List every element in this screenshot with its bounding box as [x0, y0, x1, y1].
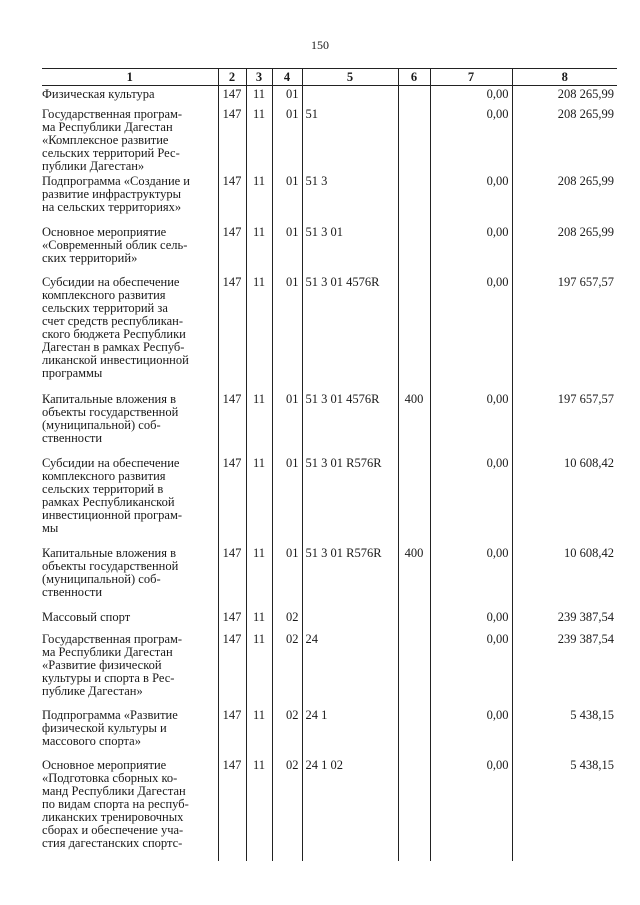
header-col-8: 8 — [512, 69, 617, 86]
table-row — [42, 86, 617, 106]
cell-subsection: 01 — [272, 106, 302, 173]
page-number: 150 — [311, 38, 329, 52]
cell-admin-code: 147 — [218, 455, 246, 545]
budget-table — [42, 68, 617, 861]
cell-target-article: 51 3 01 R576R — [302, 455, 398, 545]
header-col-2: 2 — [218, 69, 246, 86]
table-row — [42, 545, 617, 609]
cell-subsection: 01 — [272, 545, 302, 609]
row-name: Капитальные вложения в объекты государственной (муниципальной) соб- ственности — [42, 545, 179, 599]
cell-expense-type: 400 — [398, 545, 430, 609]
cell-subsection: 01 — [272, 391, 302, 455]
cell-expense-type: 400 — [398, 391, 430, 455]
table-row — [42, 391, 617, 455]
cell-amount-7: 0,00 — [430, 455, 512, 545]
cell-admin-code: 147 — [218, 173, 246, 224]
cell-expense-type — [398, 707, 430, 757]
cell-section: 11 — [246, 106, 272, 173]
cell-target-article: 24 — [302, 631, 398, 707]
cell-amount-8: 239 387,54 — [512, 609, 617, 631]
cell-amount-7: 0,00 — [430, 173, 512, 224]
cell-expense-type — [398, 609, 430, 631]
cell-target-article — [302, 609, 398, 631]
row-name: Капитальные вложения в объекты государственной (муниципальной) соб- ственности — [42, 391, 179, 445]
table-row — [42, 224, 617, 274]
cell-admin-code: 147 — [218, 106, 246, 173]
cell-section: 11 — [246, 86, 272, 106]
cell-amount-8: 208 265,99 — [512, 106, 617, 173]
cell-amount-8: 5 438,15 — [512, 757, 617, 861]
cell-target-article: 51 3 01 R576R — [302, 545, 398, 609]
cell-subsection: 01 — [272, 274, 302, 391]
cell-expense-type — [398, 224, 430, 274]
cell-amount-7: 0,00 — [430, 391, 512, 455]
row-name: Основное мероприятие «Современный облик сель- ских территорий» — [42, 224, 188, 265]
table-row — [42, 609, 617, 631]
cell-expense-type — [398, 631, 430, 707]
cell-amount-7: 0,00 — [430, 757, 512, 861]
cell-subsection: 01 — [272, 455, 302, 545]
cell-target-article: 51 3 — [302, 173, 398, 224]
cell-admin-code: 147 — [218, 274, 246, 391]
cell-amount-8: 197 657,57 — [512, 391, 617, 455]
cell-amount-8: 208 265,99 — [512, 86, 617, 106]
header-col-1: 1 — [42, 69, 218, 86]
header-col-5: 5 — [302, 69, 398, 86]
cell-admin-code: 147 — [218, 224, 246, 274]
cell-subsection: 02 — [272, 707, 302, 757]
header-col-7: 7 — [430, 69, 512, 86]
cell-amount-8: 208 265,99 — [512, 224, 617, 274]
cell-amount-7: 0,00 — [430, 86, 512, 106]
table-header-row — [42, 69, 617, 86]
table-row — [42, 707, 617, 757]
table-row — [42, 106, 617, 173]
cell-target-article: 51 — [302, 106, 398, 173]
cell-section: 11 — [246, 707, 272, 757]
cell-target-article: 51 3 01 4576R — [302, 391, 398, 455]
cell-section: 11 — [246, 455, 272, 545]
cell-expense-type — [398, 757, 430, 861]
cell-target-article: 24 1 — [302, 707, 398, 757]
row-name: Государственная програм- ма Республики Дагестан «Развитие физической культуры и спорта в Рес- публике Дагестан» — [42, 631, 183, 698]
table-row — [42, 455, 617, 545]
header-col-3: 3 — [246, 69, 272, 86]
cell-amount-7: 0,00 — [430, 274, 512, 391]
row-name: Государственная програм- ма Республики Дагестан «Комплексное развитие сельских территорий Рес- публики Дагестан» — [42, 106, 183, 173]
cell-admin-code: 147 — [218, 391, 246, 455]
cell-subsection: 02 — [272, 609, 302, 631]
header-col-4: 4 — [272, 69, 302, 86]
row-name: Подпрограмма «Создание и развитие инфраструктуры на сельских территориях» — [42, 173, 190, 214]
cell-amount-8: 5 438,15 — [512, 707, 617, 757]
cell-admin-code: 147 — [218, 707, 246, 757]
cell-amount-8: 239 387,54 — [512, 631, 617, 707]
cell-expense-type — [398, 86, 430, 106]
cell-expense-type — [398, 455, 430, 545]
cell-amount-7: 0,00 — [430, 106, 512, 173]
table-row — [42, 173, 617, 224]
cell-amount-8: 10 608,42 — [512, 545, 617, 609]
cell-section: 11 — [246, 274, 272, 391]
row-name: Основное мероприятие «Подготовка сборных ко- манд Республики Дагестан по видам спорта на респуб- ликанских тренировочных сборах и обеспечение уча- стия дагестанских спортс- — [42, 757, 189, 850]
cell-section: 11 — [246, 757, 272, 861]
cell-section: 11 — [246, 173, 272, 224]
cell-admin-code: 147 — [218, 631, 246, 707]
row-name: Подпрограмма «Развитие физической культуры и массового спорта» — [42, 707, 178, 748]
cell-subsection: 01 — [272, 173, 302, 224]
cell-section: 11 — [246, 631, 272, 707]
row-name: Субсидии на обеспечение комплексного развития сельских территорий за счет средств республикан- ского бюджета Республики Дагестан в рамках Респуб- ликанской инвестиционной программы — [42, 274, 189, 380]
cell-subsection: 01 — [272, 224, 302, 274]
cell-amount-8: 10 608,42 — [512, 455, 617, 545]
cell-admin-code: 147 — [218, 86, 246, 106]
cell-amount-7: 0,00 — [430, 224, 512, 274]
cell-expense-type — [398, 106, 430, 173]
cell-admin-code: 147 — [218, 757, 246, 861]
cell-section: 11 — [246, 391, 272, 455]
cell-target-article — [302, 86, 398, 106]
cell-section: 11 — [246, 609, 272, 631]
table-row — [42, 757, 617, 861]
cell-section: 11 — [246, 224, 272, 274]
table-row — [42, 274, 617, 391]
cell-subsection: 01 — [272, 86, 302, 106]
cell-target-article: 24 1 02 — [302, 757, 398, 861]
cell-amount-8: 197 657,57 — [512, 274, 617, 391]
cell-section: 11 — [246, 545, 272, 609]
cell-amount-7: 0,00 — [430, 609, 512, 631]
row-name: Субсидии на обеспечение комплексного развития сельских территорий в рамках Республиканской инвестиционной програм- мы — [42, 455, 183, 535]
cell-target-article: 51 3 01 — [302, 224, 398, 274]
row-name: Физическая культура — [42, 87, 155, 101]
cell-amount-7: 0,00 — [430, 631, 512, 707]
cell-amount-8: 208 265,99 — [512, 173, 617, 224]
table-body — [42, 86, 617, 861]
cell-amount-7: 0,00 — [430, 707, 512, 757]
cell-subsection: 02 — [272, 757, 302, 861]
cell-subsection: 02 — [272, 631, 302, 707]
cell-admin-code: 147 — [218, 545, 246, 609]
cell-admin-code: 147 — [218, 609, 246, 631]
header-col-6: 6 — [398, 69, 430, 86]
table-row — [42, 631, 617, 707]
cell-target-article: 51 3 01 4576R — [302, 274, 398, 391]
cell-amount-7: 0,00 — [430, 545, 512, 609]
row-name: Массовый спорт — [42, 609, 131, 624]
cell-expense-type — [398, 274, 430, 391]
cell-expense-type — [398, 173, 430, 224]
